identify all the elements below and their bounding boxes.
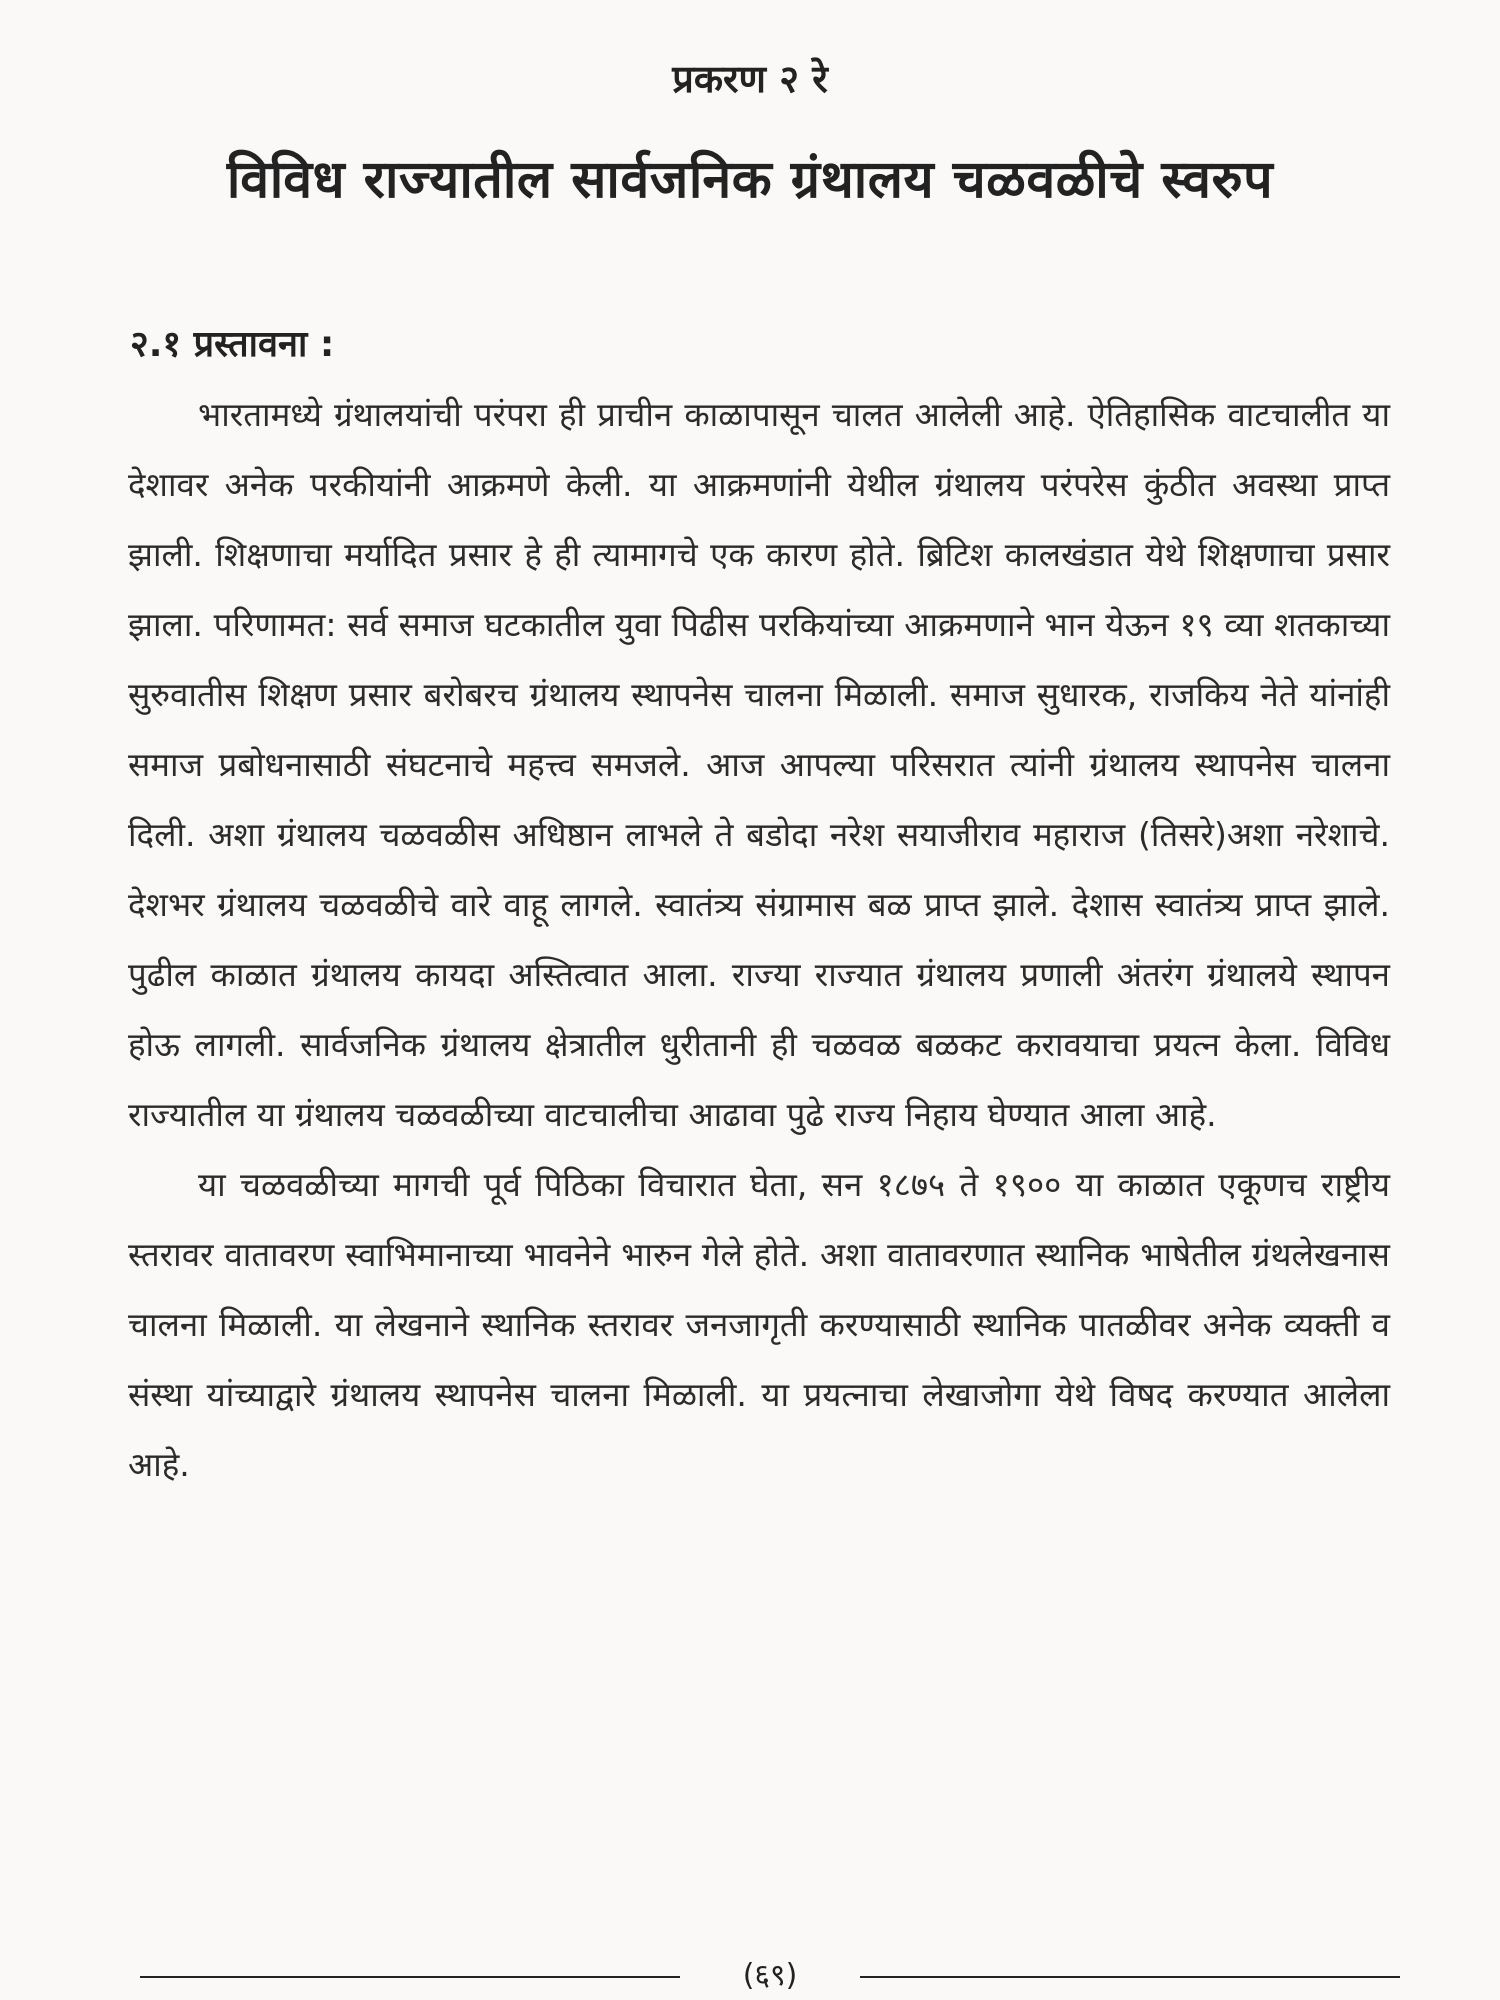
footer-rule-left xyxy=(140,1976,680,1978)
chapter-title: विविध राज्यातील सार्वजनिक ग्रंथालय चळवळीचे स्वरुप xyxy=(226,150,1274,210)
footer-rule-right xyxy=(860,1976,1400,1978)
paragraph-2: या चळवळीच्या मागची पूर्व पिठिका विचारात घेता, सन १८७५ ते १९०० या काळात एकूणच राष्ट्रीय स्तरावर वातावरण स्वाभिमानाच्या भावनेने भारुन गेले होते. अशा वातावरणात स्थानिक भाषेतील ग्रंथलेखनास चालना मिळाली. या लेखनाने स्थानिक स्तरावर जनजागृती करण्यासाठी स्थानिक पातळीवर अनेक व्यक्ती व संस्था यांच्याद्वारे ग्रंथालय स्थापनेस चालना मिळाली. या प्रयत्नाचा लेखाजोगा येथे विषद करण्यात आलेला आहे. xyxy=(128,1165,1390,1484)
page-number: (६९) xyxy=(742,1958,798,1993)
body-text xyxy=(128,380,1390,1500)
page-footer xyxy=(140,1958,1400,1998)
chapter-label: प्रकरण २ रे xyxy=(672,57,828,101)
paragraph-1: भारतामध्ये ग्रंथालयांची परंपरा ही प्राचीन काळापासून चालत आलेली आहे. ऐतिहासिक वाटचालीत या देशावर अनेक परकीयांनी आक्रमणे केली. या आक्रमणांनी येथील ग्रंथालय परंपरेस कुंठीत अवस्था प्राप्त झाली. शिक्षणाचा मर्यादित प्रसार हे ही त्यामागचे एक कारण होते. ब्रिटिश कालखंडात येथे शिक्षणाचा प्रसार झाला. परिणामत: सर्व समाज घटकातील युवा पिढीस परकियांच्या आक्रमणाने भान येऊन १९ व्या शतकाच्या सुरुवातीस शिक्षण प्रसार बरोबरच ग्रंथालय स्थापनेस चालना मिळाली. समाज सुधारक, राजकिय नेते यांनांही समाज प्रबोधनासाठी संघटनाचे महत्त्व समजले. आज आपल्या परिसरात त्यांनी ग्रंथालय स्थापनेस चालना दिली. अशा ग्रंथालय चळवळीस अधिष्ठान लाभले ते बडोदा नरेश सयाजीराव महाराज (तिसरे)अशा नरेशाचे. देशभर ग्रंथालय चळवळीचे वारे वाहू लागले. स्वातंत्र्य संग्रामास बळ प्राप्त झाले. देशास स्वातंत्र्य प्राप्त झाले. पुढील काळात ग्रंथालय कायदा अस्तित्वात आला. राज्या राज्यात ग्रंथालय प्रणाली अंतरंग ग्रंथालये स्थापन होऊ लागली. सार्वजनिक ग्रंथालय क्षेत्रातील धुरीतानी ही चळवळ बळकट करावयाचा प्रयत्न केला. विविध राज्यातील या ग्रंथालय चळवळीच्या वाटचालीचा आढावा पुढे राज्य निहाय घेण्यात आला आहे. xyxy=(128,395,1390,1134)
section-heading: २.१ प्रस्तावना : xyxy=(130,324,335,365)
